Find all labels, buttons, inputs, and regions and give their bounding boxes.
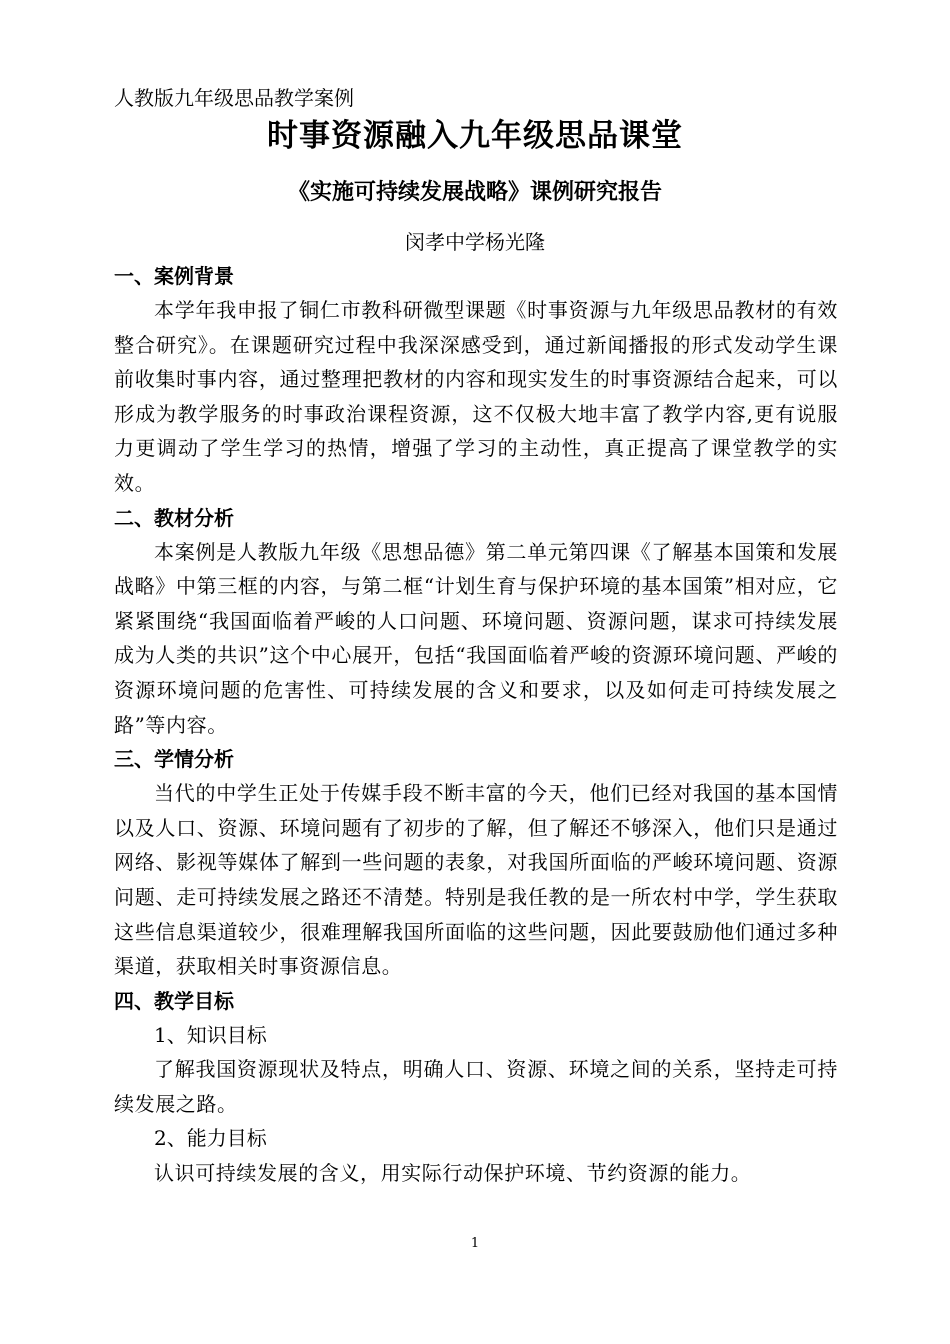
- section-student-analysis: [114, 742, 838, 984]
- objective-text: 了解我国资源现状及特点，明确人口、资源、环境之间的关系，坚持走可持续发展之路。: [114, 1057, 838, 1116]
- author-line: 闵孝中学杨光隆: [405, 230, 545, 254]
- objective-label: 2、能力目标: [154, 1126, 267, 1151]
- document-body: [114, 259, 838, 1191]
- section-paragraph: 本学年我申报了铜仁市教科研微型课题《时事资源与九年级思品教材的有效整合研究》。在课题研究过程中我深深感受到，通过新闻播报的形式发动学生课前收集时事内容，通过整理把教材的内容和现实发生的时事资源结合起来，可以形成为教学服务的时事政治课程资源，这不仅极大地丰富了教学内容,更有说服力更调动了学生学习的热情，增强了学习的主动性，真正提高了课堂教学的实效。: [114, 298, 838, 495]
- page-number: 1: [470, 1236, 480, 1251]
- section-heading: 一、案例背景: [114, 264, 234, 288]
- section-teaching-objectives: [114, 984, 838, 1191]
- document-title: 时事资源融入九年级思品课堂: [267, 118, 683, 154]
- section-paragraph: 本案例是人教版九年级《思想品德》第二单元第四课《了解基本国策和发展战略》中第三框的内容，与第二框“计划生育与保护环境的基本国策”相对应，它紧紧围绕“我国面临着严峻的人口问题、环境问题、资源问题，谋求可持续发展成为人类的共识”这个中心展开，包括“我国面临着严峻的资源环境问题、严峻的资源环境问题的危害性、可持续发展的含义和要求，以及如何走可持续发展之路”等内容。: [114, 539, 838, 737]
- document-subtitle: 《实施可持续发展战略》课例研究报告: [287, 180, 662, 205]
- section-heading: 三、学情分析: [114, 747, 234, 772]
- section-paragraph: 当代的中学生正处于传媒手段不断丰富的今天，他们已经对我国的基本国情以及人口、资源、环境问题有了初步的了解，但了解还不够深入，他们只是通过网络、影视等媒体了解到一些问题的表象，对我国所面临的严峻环境问题、资源问题、走可持续发展之路还不清楚。特别是我任教的是一所农村中学，学生获取这些信息渠道较少，很难理解我国所面临的这些问题，因此要鼓励他们通过多种渠道，获取相关时事资源信息。: [114, 781, 838, 979]
- objective-text: 认识可持续发展的含义，用实际行动保护环境、节约资源的能力。: [154, 1161, 752, 1186]
- section-heading: 四、教学目标: [114, 988, 234, 1013]
- header-note: 人教版九年级思品教学案例: [114, 86, 354, 110]
- objective-label: 1、知识目标: [154, 1022, 267, 1047]
- section-textbook-analysis: [114, 501, 838, 743]
- section-heading: 二、教材分析: [114, 505, 234, 530]
- section-background: [114, 259, 838, 501]
